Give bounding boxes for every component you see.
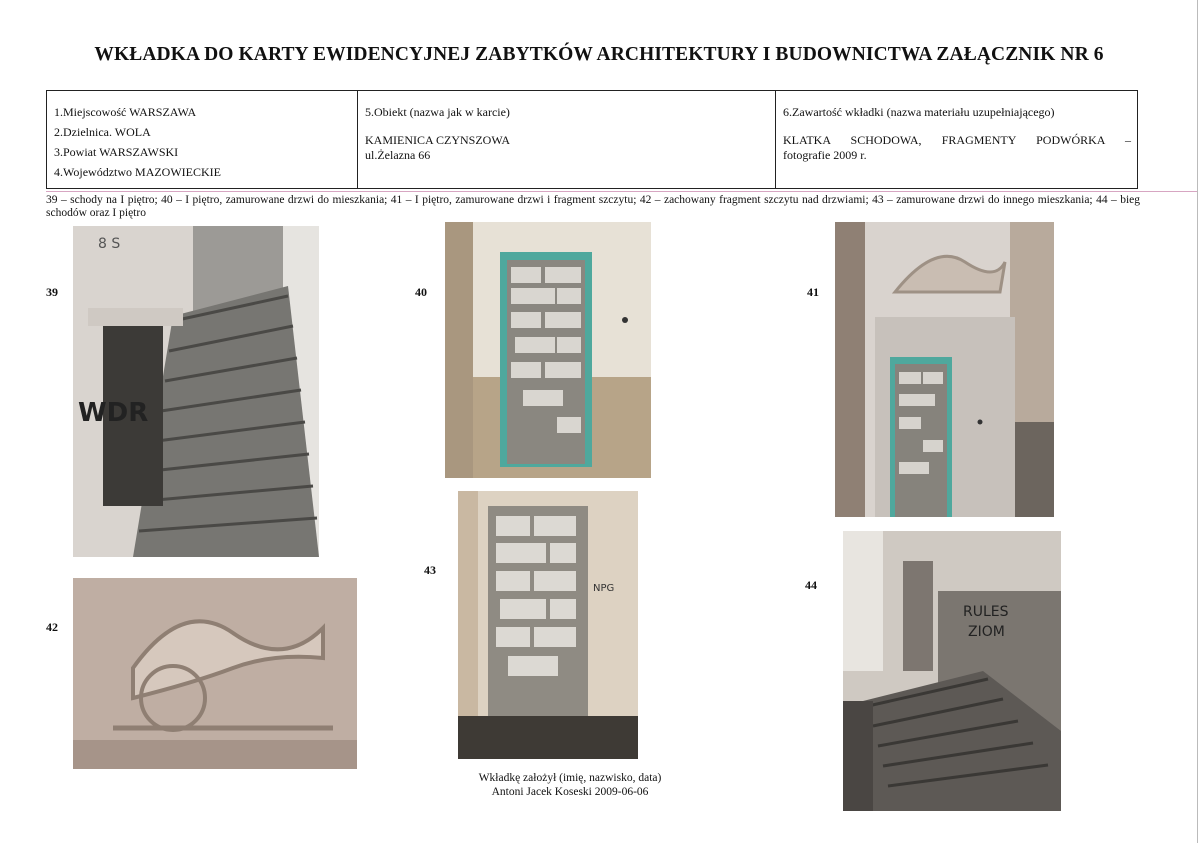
content-line: KLATKA SCHODOWA, FRAGMENTY PODWÓRKA – (783, 133, 1131, 147)
svg-text:8 S: 8 S (98, 236, 121, 252)
location-line: 1.Miejscowość WARSZAWA (54, 105, 197, 119)
svg-text:NPG: NPG (593, 583, 615, 594)
document-title: WKŁADKA DO KARTY EWIDENCYJNEJ ZABYTKÓW ARCHITEKTURY I BUDOWNICTWA ZAŁĄCZNIK NR 6 (94, 44, 1104, 65)
object-name: KAMIENICA CZYNSZOWA (365, 133, 510, 147)
photo-number: 39 (46, 285, 58, 299)
photo-number: 41 (807, 285, 819, 299)
location-line: 2.Dzielnica. WOLA (54, 125, 151, 139)
photo-40-bricked-door (445, 222, 651, 478)
object-address: ul.Żelazna 66 (365, 148, 431, 162)
location-line: 3.Powiat WARSZAWSKI (54, 145, 179, 159)
photo-39-stairs (73, 226, 319, 557)
svg-text:RULES: RULES (963, 604, 1009, 620)
location-line: 4.Województwo MAZOWIECKIE (54, 165, 221, 179)
object-cell (358, 91, 776, 188)
photo-43-bricked-door-2 (458, 491, 638, 759)
author-name-date: Antoni Jacek Koseski 2009-06-06 (491, 786, 649, 799)
photo-captions: 39 – schody na I piętro; 40 – I piętro, zamurowane drzwi do mieszkania; 41 – I piętro, zamurowane drzwi i fragment szczytu; 42 – zachowany fragment szczytu nad drzwiami; 43 – zamurowane drzwi do innego mieszkania; 44 – bieg schodów oraz I piętro (46, 194, 1140, 219)
svg-text:WDR: WDR (78, 398, 149, 428)
photo-number: 43 (424, 563, 436, 577)
svg-text:ZIOM: ZIOM (968, 624, 1005, 640)
content-label: 6.Zawartość wkładki (nazwa materiału uzupełniającego) (783, 105, 1055, 119)
divider-line (46, 191, 1198, 192)
footer (430, 771, 710, 800)
author-label: Wkładkę założył (imię, nazwisko, data) (478, 772, 662, 784)
photo-number: 42 (46, 620, 58, 634)
photo-44-stair-flight (843, 531, 1061, 811)
photo-41-bricked-door-gable (835, 222, 1054, 517)
location-cell (47, 91, 358, 188)
content-cell (776, 91, 1137, 188)
photo-number: 40 (415, 285, 427, 299)
header-table (46, 90, 1138, 189)
content-line: fotografie 2009 r. (783, 148, 867, 162)
object-label: 5.Obiekt (nazwa jak w karcie) (365, 105, 510, 119)
photo-number: 44 (805, 578, 817, 592)
photo-42-gable-fragment (73, 578, 357, 769)
